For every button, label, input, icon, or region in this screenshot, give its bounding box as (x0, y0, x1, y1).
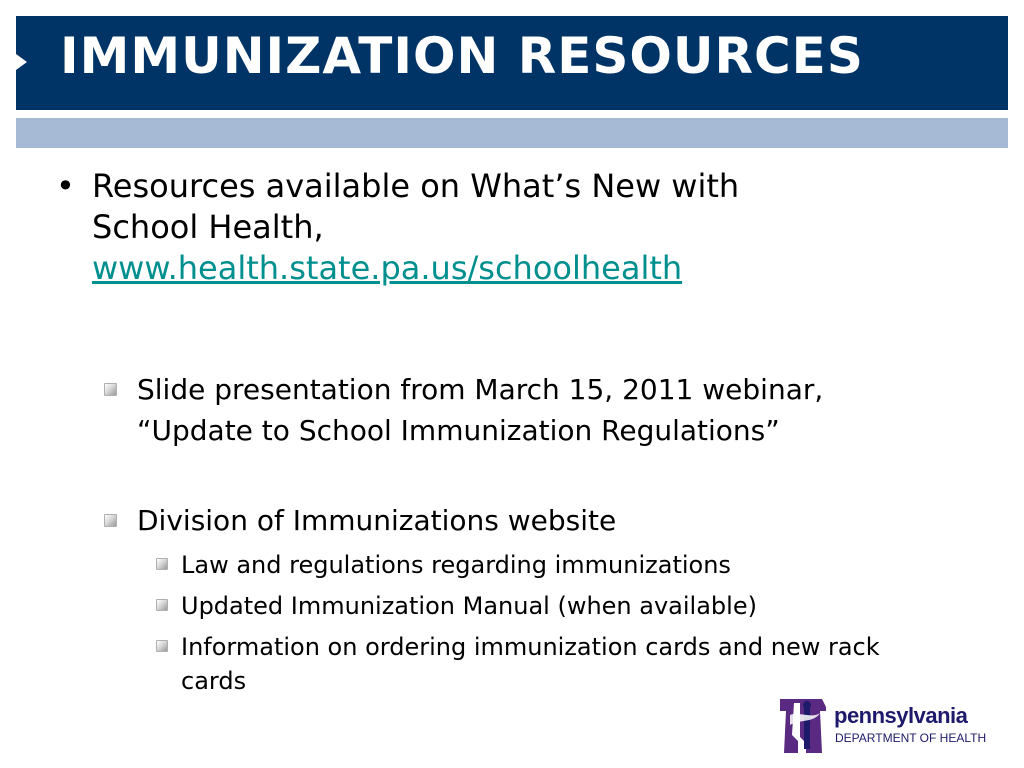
school-health-link[interactable]: www.health.state.pa.us/schoolhealth (92, 249, 683, 287)
gray-square-bullet-icon (104, 514, 117, 527)
gray-square-bullet-icon (104, 383, 117, 396)
division-immunizations-text: Division of Immunizations website (137, 504, 617, 537)
keystone-caduceus-icon (776, 697, 830, 755)
immunization-manual-text: Updated Immunization Manual (when available) (181, 592, 757, 620)
pa-department-of-health-logo (776, 697, 990, 755)
resources-line-1: Resources available on What’s New with (92, 167, 740, 205)
gray-square-bullet-icon (156, 640, 168, 652)
round-bullet-icon: • (56, 167, 75, 205)
gray-square-bullet-icon (156, 599, 168, 611)
ordering-cards-text: Information on ordering immunization cards and new rack cards (181, 633, 880, 695)
law-regulations-text: Law and regulations regarding immunizations (181, 551, 731, 579)
slide-title: IMMUNIZATION RESOURCES (60, 27, 864, 85)
logo-department-text: DEPARTMENT OF HEALTH (835, 731, 987, 745)
gray-square-bullet-icon (156, 558, 168, 570)
logo-pennsylvania-text: pennsylvania (834, 703, 968, 728)
bullet-resources-text (92, 166, 932, 289)
slide-presentation-text: Slide presentation from March 15, 2011 webinar, “Update to School Immunization Regulations” (137, 373, 824, 447)
resources-line-2: School Health, (92, 208, 324, 246)
